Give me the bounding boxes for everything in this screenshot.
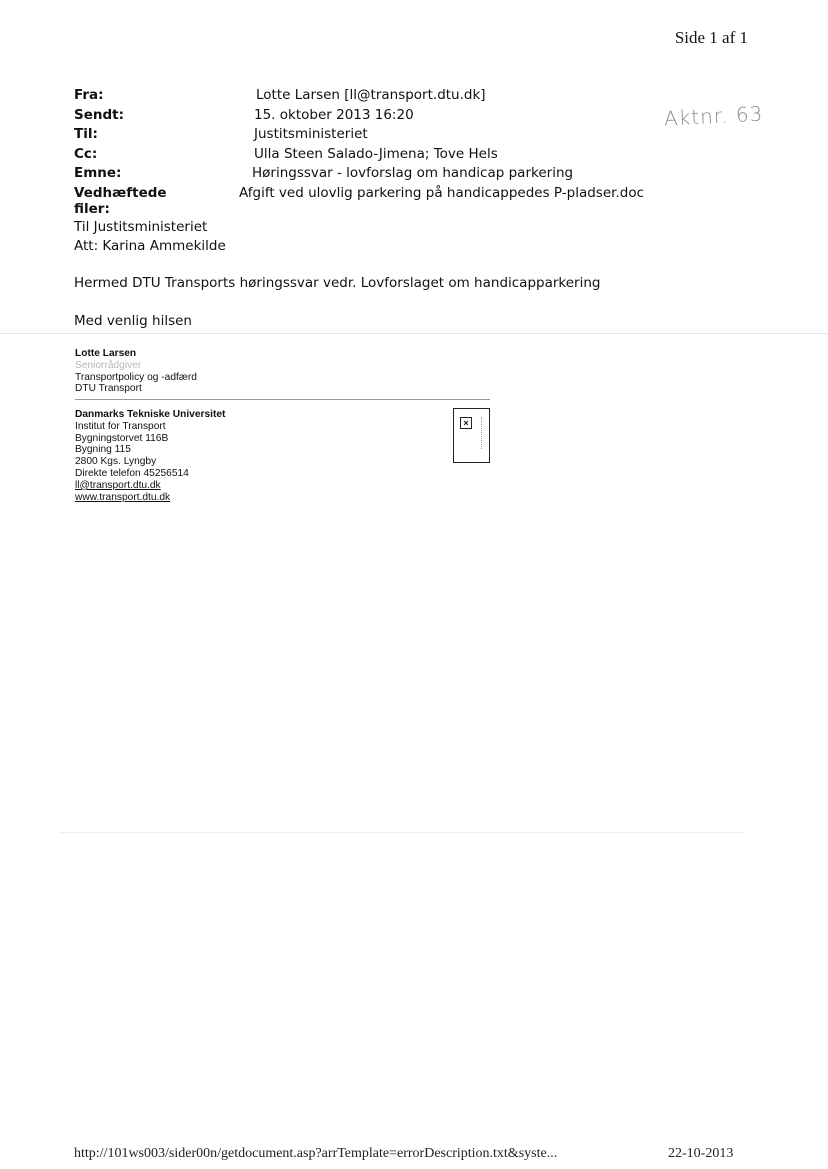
- attachments-label: Vedhæftede filer:: [74, 184, 167, 217]
- to-label: Til:: [74, 126, 98, 142]
- signature-phone: Direkte telefon 45256514: [75, 467, 189, 479]
- signature-name: Lotte Larsen: [75, 348, 137, 359]
- signature-personal: [75, 348, 197, 395]
- scan-artifact-line: [60, 832, 744, 833]
- subject-label: Emne:: [74, 165, 122, 181]
- signature-title: Seniorrådgiver: [75, 359, 142, 371]
- to-value: Justitsministeriet: [254, 126, 368, 142]
- message-text: Hermed DTU Transports høringssvar vedr. Lovforslaget om handicapparkering: [74, 275, 601, 291]
- handwritten-case-number: Aktnr. 63: [663, 101, 764, 131]
- footer-url: http://101ws003/sider00n/getdocument.asp?arrTemplate=errorDescription.txt&syste...: [74, 1146, 558, 1161]
- signature-website-link[interactable]: www.transport.dtu.dk: [75, 491, 171, 503]
- attachments-value: Afgift ved ulovlig parkering på handicappedes P-pladser.doc: [239, 184, 644, 201]
- page-number: Side 1 af 1: [674, 28, 748, 47]
- separator-line: [0, 333, 828, 334]
- cc-label: Cc:: [74, 145, 98, 162]
- sent-label: Sendt:: [74, 106, 125, 123]
- signature-department: Transportpolicy og -adfærd: [75, 371, 197, 383]
- footer-date: 22-10-2013: [668, 1146, 734, 1161]
- signature-university: Danmarks Tekniske Universitet: [75, 409, 226, 420]
- broken-image-icon: ×: [460, 417, 472, 429]
- signature-building: Bygning 115: [75, 444, 131, 456]
- cc-value: Ulla Steen Salado-Jimena; Tove Hels: [254, 145, 498, 162]
- signature-street: Bygningstorvet 116B: [75, 432, 169, 444]
- signature-divider: [75, 399, 490, 400]
- signature-email-link[interactable]: ll@transport.dtu.dk: [75, 479, 161, 491]
- from-label: Fra:: [74, 87, 104, 103]
- signature-unit: DTU Transport: [75, 383, 142, 395]
- image-edge-dots: [481, 417, 483, 449]
- closing-text: Med venlig hilsen: [74, 313, 192, 329]
- print-footer: [74, 1146, 754, 1162]
- sent-value: 15. oktober 2013 16:20: [254, 106, 414, 123]
- attention-line: Att: Karina Ammekilde: [74, 238, 226, 254]
- recipient-line: Til Justitsministeriet: [74, 219, 208, 235]
- from-value: Lotte Larsen [ll@transport.dtu.dk]: [256, 87, 486, 103]
- signature-city: 2800 Kgs. Lyngby: [75, 456, 157, 468]
- broken-image-placeholder: [453, 408, 490, 463]
- subject-value: Høringssvar - lovforslag om handicap parkering: [252, 165, 574, 181]
- signature-institute: Institut for Transport: [75, 420, 166, 432]
- signature-organisation: [75, 409, 225, 503]
